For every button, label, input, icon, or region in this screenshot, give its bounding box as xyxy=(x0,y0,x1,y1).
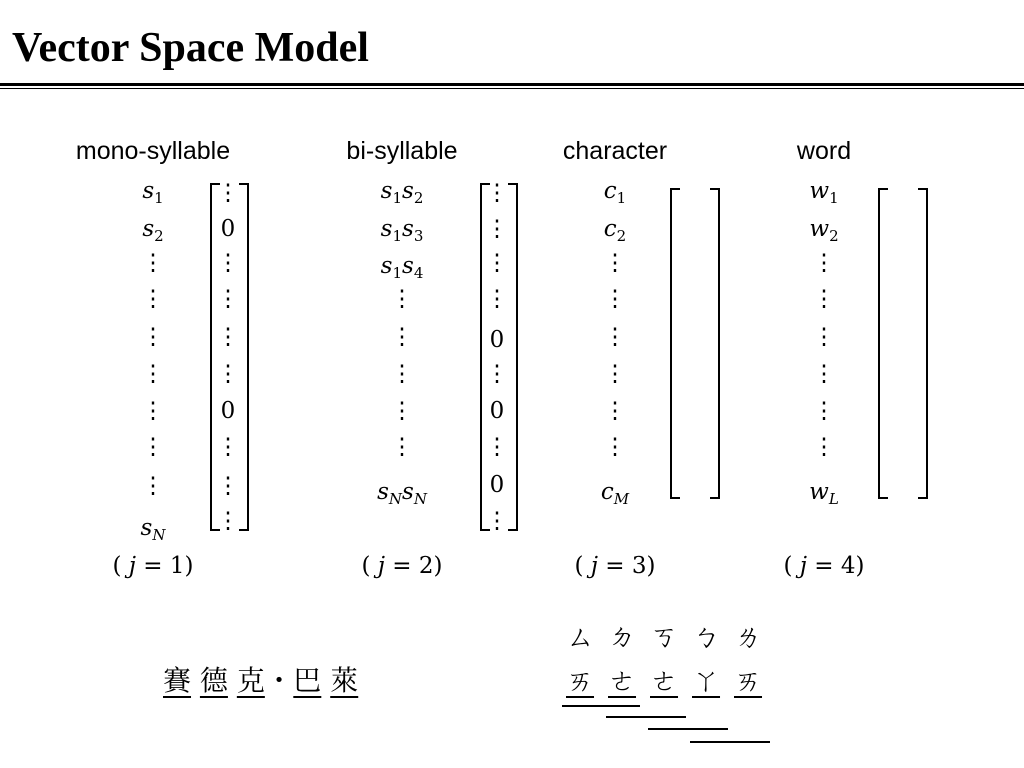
vector-right-bracket xyxy=(239,183,249,531)
vertical-ellipsis: ⋮ xyxy=(141,286,165,312)
zhuyin-initial: ㄙ xyxy=(566,620,595,653)
vector-ellipsis: ⋮ xyxy=(216,180,240,206)
bigram-underline-1 xyxy=(562,705,640,707)
column-index-label: ( j = 2) xyxy=(361,553,443,579)
zhuyin-initial: ㄉ xyxy=(608,620,637,653)
vector-zero-entry: 0 xyxy=(489,327,505,353)
slide-title: Vector Space Model xyxy=(12,25,369,71)
vertical-ellipsis: ⋮ xyxy=(141,361,165,387)
dimension-label: $w_2$ xyxy=(809,216,839,245)
vertical-ellipsis: ⋮ xyxy=(141,473,165,499)
example-name xyxy=(163,664,358,698)
vertical-ellipsis: ⋮ xyxy=(390,361,414,387)
column-heading: character xyxy=(562,137,668,165)
title-rule-thick xyxy=(0,83,1024,86)
vertical-ellipsis: ⋮ xyxy=(812,361,836,387)
name-char: 萊 xyxy=(330,664,359,697)
zhuyin-initial: ㄎ xyxy=(650,620,679,653)
column-heading: word xyxy=(796,137,852,165)
vector-zero-entry: 0 xyxy=(220,398,236,424)
vertical-ellipsis: ⋮ xyxy=(603,398,627,424)
vertical-ellipsis: ⋮ xyxy=(812,398,836,424)
vertical-ellipsis: ⋮ xyxy=(603,324,627,350)
bigram-underline-2 xyxy=(606,716,686,718)
column-index-label: ( j = 3) xyxy=(574,553,656,579)
vertical-ellipsis: ⋮ xyxy=(141,324,165,350)
vector-zero-entry: 0 xyxy=(489,472,505,498)
vector-left-bracket xyxy=(878,188,888,499)
zhuyin-finals-row xyxy=(566,664,776,698)
dimension-label: $s_1$ xyxy=(142,178,164,207)
vector-right-bracket xyxy=(508,183,518,531)
vertical-ellipsis: ⋮ xyxy=(141,398,165,424)
vertical-ellipsis: ⋮ xyxy=(603,434,627,460)
vector-ellipsis: ⋮ xyxy=(485,508,509,534)
zhuyin-final: ㄚ xyxy=(692,664,721,697)
zhuyin-final: ㄞ xyxy=(734,664,763,697)
title-rule-thin xyxy=(0,88,1024,89)
vertical-ellipsis: ⋮ xyxy=(812,250,836,276)
zhuyin-initial: ㄅ xyxy=(692,620,721,653)
vector-right-bracket xyxy=(918,188,928,499)
vertical-ellipsis: ⋮ xyxy=(141,250,165,276)
bigram-underline-3 xyxy=(648,728,728,730)
dimension-label: $s_2$ xyxy=(142,216,164,245)
name-char: 巴 xyxy=(293,664,322,697)
dimension-label: $c_M$ xyxy=(600,479,630,508)
vertical-ellipsis: ⋮ xyxy=(603,361,627,387)
vector-zero-entry: 0 xyxy=(489,398,505,424)
vertical-ellipsis: ⋮ xyxy=(812,286,836,312)
vector-ellipsis: ⋮ xyxy=(216,473,240,499)
dimension-label: $s_N$ xyxy=(140,515,166,544)
vector-left-bracket xyxy=(670,188,680,499)
vertical-ellipsis: ⋮ xyxy=(812,434,836,460)
name-char: 德 xyxy=(199,664,228,697)
vector-zero-entry: 0 xyxy=(220,216,236,242)
vector-ellipsis: ⋮ xyxy=(216,324,240,350)
vector-ellipsis: ⋮ xyxy=(485,250,509,276)
zhuyin-final: ㄜ xyxy=(650,664,679,697)
vector-ellipsis: ⋮ xyxy=(485,286,509,312)
name-char: 賽 xyxy=(163,664,192,697)
column-heading: mono-syllable xyxy=(75,137,231,165)
vector-ellipsis: ⋮ xyxy=(216,361,240,387)
vector-left-bracket xyxy=(480,183,490,531)
vector-ellipsis: ⋮ xyxy=(216,508,240,534)
vector-ellipsis: ⋮ xyxy=(216,286,240,312)
column-index-label: ( j = 1) xyxy=(112,553,194,579)
vector-left-bracket xyxy=(210,183,220,531)
vector-ellipsis: ⋮ xyxy=(485,361,509,387)
dimension-label: $w_L$ xyxy=(809,479,839,508)
dimension-label: $s_1s_4$ xyxy=(380,253,424,282)
vertical-ellipsis: ⋮ xyxy=(390,398,414,424)
vector-ellipsis: ⋮ xyxy=(216,434,240,460)
dimension-label: $s_1s_2$ xyxy=(380,178,424,207)
vertical-ellipsis: ⋮ xyxy=(812,324,836,350)
vector-right-bracket xyxy=(710,188,720,499)
name-separator-dot: • xyxy=(273,670,285,691)
dimension-label: $c_1$ xyxy=(603,178,627,207)
vector-ellipsis: ⋮ xyxy=(485,216,509,242)
dimension-label: $c_2$ xyxy=(603,216,627,245)
vertical-ellipsis: ⋮ xyxy=(390,286,414,312)
vertical-ellipsis: ⋮ xyxy=(141,434,165,460)
vector-ellipsis: ⋮ xyxy=(216,250,240,276)
vertical-ellipsis: ⋮ xyxy=(603,286,627,312)
column-index-label: ( j = 4) xyxy=(783,553,865,579)
vector-ellipsis: ⋮ xyxy=(485,180,509,206)
name-char: 克 xyxy=(236,664,265,697)
vertical-ellipsis: ⋮ xyxy=(390,324,414,350)
zhuyin-final: ㄞ xyxy=(566,664,595,697)
vertical-ellipsis: ⋮ xyxy=(603,250,627,276)
vector-ellipsis: ⋮ xyxy=(485,434,509,460)
dimension-label: $w_1$ xyxy=(809,178,839,207)
bigram-underline-4 xyxy=(690,741,770,743)
dimension-label: $s_Ns_N$ xyxy=(377,479,427,508)
zhuyin-initials-row xyxy=(566,620,776,654)
zhuyin-initial: ㄌ xyxy=(734,620,763,653)
dimension-label: $s_1s_3$ xyxy=(380,216,424,245)
column-heading: bi-syllable xyxy=(346,137,458,165)
zhuyin-final: ㄜ xyxy=(608,664,637,697)
vertical-ellipsis: ⋮ xyxy=(390,434,414,460)
